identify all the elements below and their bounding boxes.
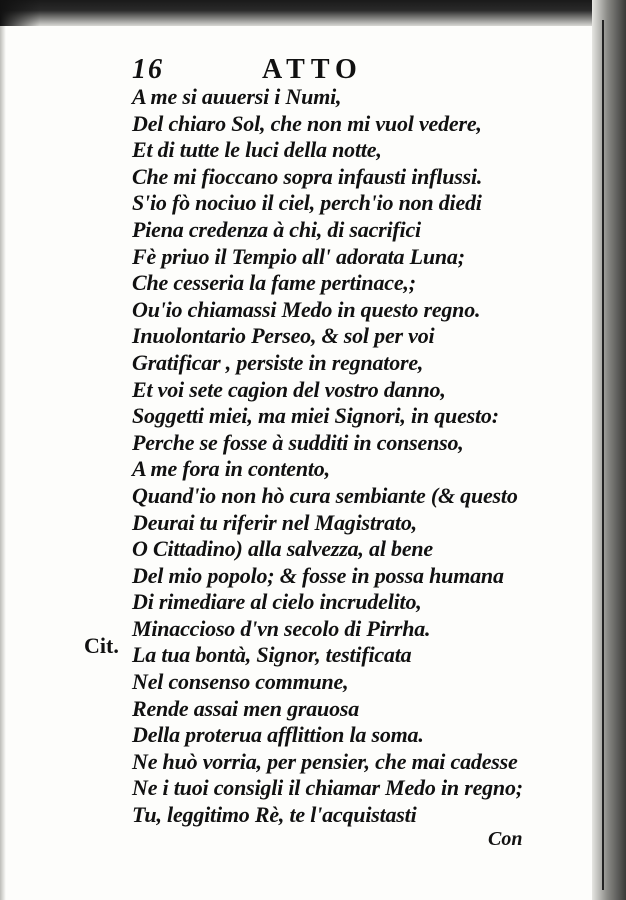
verse-line: Ne i tuoi consigli il chiamar Medo in regno; xyxy=(132,775,523,801)
verse-line: Perche se fosse à sudditi in consenso, xyxy=(132,429,464,455)
verse-line: Piena credenza à chi, di sacrifici xyxy=(132,216,421,242)
verse-line: Che mi fioccano sopra infausti influssi. xyxy=(132,163,483,189)
verse-line: Fè priuo il Tempio all' adorata Luna; xyxy=(132,243,465,269)
page-left-shadow xyxy=(0,26,6,900)
verse-line: Inuolontario Perseo, & sol per voi xyxy=(132,323,435,349)
verse-line: O Cittadino) alla salvezza, al bene xyxy=(132,536,434,562)
verse-line: Del mio popolo; & fosse in possa humana xyxy=(132,562,504,588)
verse-line: Minaccioso d'vn secolo di Pirrha. xyxy=(132,615,431,641)
verse-line: Ou'io chiamassi Medo in questo regno. xyxy=(132,296,481,322)
book-binding-edge xyxy=(592,0,626,900)
verse-line: Tu, leggitimo Rè, te l'acquistasti xyxy=(132,802,417,828)
binding-line xyxy=(602,20,604,890)
running-title: ATTO xyxy=(262,54,363,85)
verse-line: A me fora in contento, xyxy=(132,456,330,482)
verse-line: Gratificar , persiste in regnatore, xyxy=(132,349,424,375)
verse-line: Di rimediare al cielo incrudelito, xyxy=(132,589,422,615)
verse-line: Et voi sete cagion del vostro danno, xyxy=(132,376,446,402)
speaker-label: Cit. xyxy=(84,633,119,658)
verse-line: Rende assai men grauosa xyxy=(132,695,360,721)
verse-line: Quand'io non hò cura sembiante (& questo xyxy=(132,482,518,508)
verse-line: Deurai tu riferir nel Magistrato, xyxy=(132,509,417,535)
verse-line: S'io fò nociuo il ciel, perch'io non diedi xyxy=(132,190,482,216)
verse-line: Soggetti miei, ma miei Signori, in questo: xyxy=(132,403,499,429)
verse-line: Ne huò vorria, per pensier, che mai cadesse xyxy=(132,748,518,774)
running-header xyxy=(132,54,392,84)
verse-line: Nel consenso commune, xyxy=(132,669,349,695)
verse-line: Che cesseria la fame pertinace,; xyxy=(132,270,416,296)
verse-line: Della proterua afflittion la soma. xyxy=(132,722,424,748)
verse-line: La tua bontà, Signor, testificata xyxy=(132,642,412,668)
verse-line: Et di tutte le luci della notte, xyxy=(132,137,382,163)
verse-line: A me si auuersi i Numi, xyxy=(132,84,342,109)
verse-text xyxy=(132,84,532,829)
catchword: Con xyxy=(488,828,523,850)
verse-line: Del chiaro Sol, che non mi vuol vedere, xyxy=(132,110,482,136)
page-number: 16 xyxy=(132,54,164,85)
page-top-shadow xyxy=(0,0,626,26)
